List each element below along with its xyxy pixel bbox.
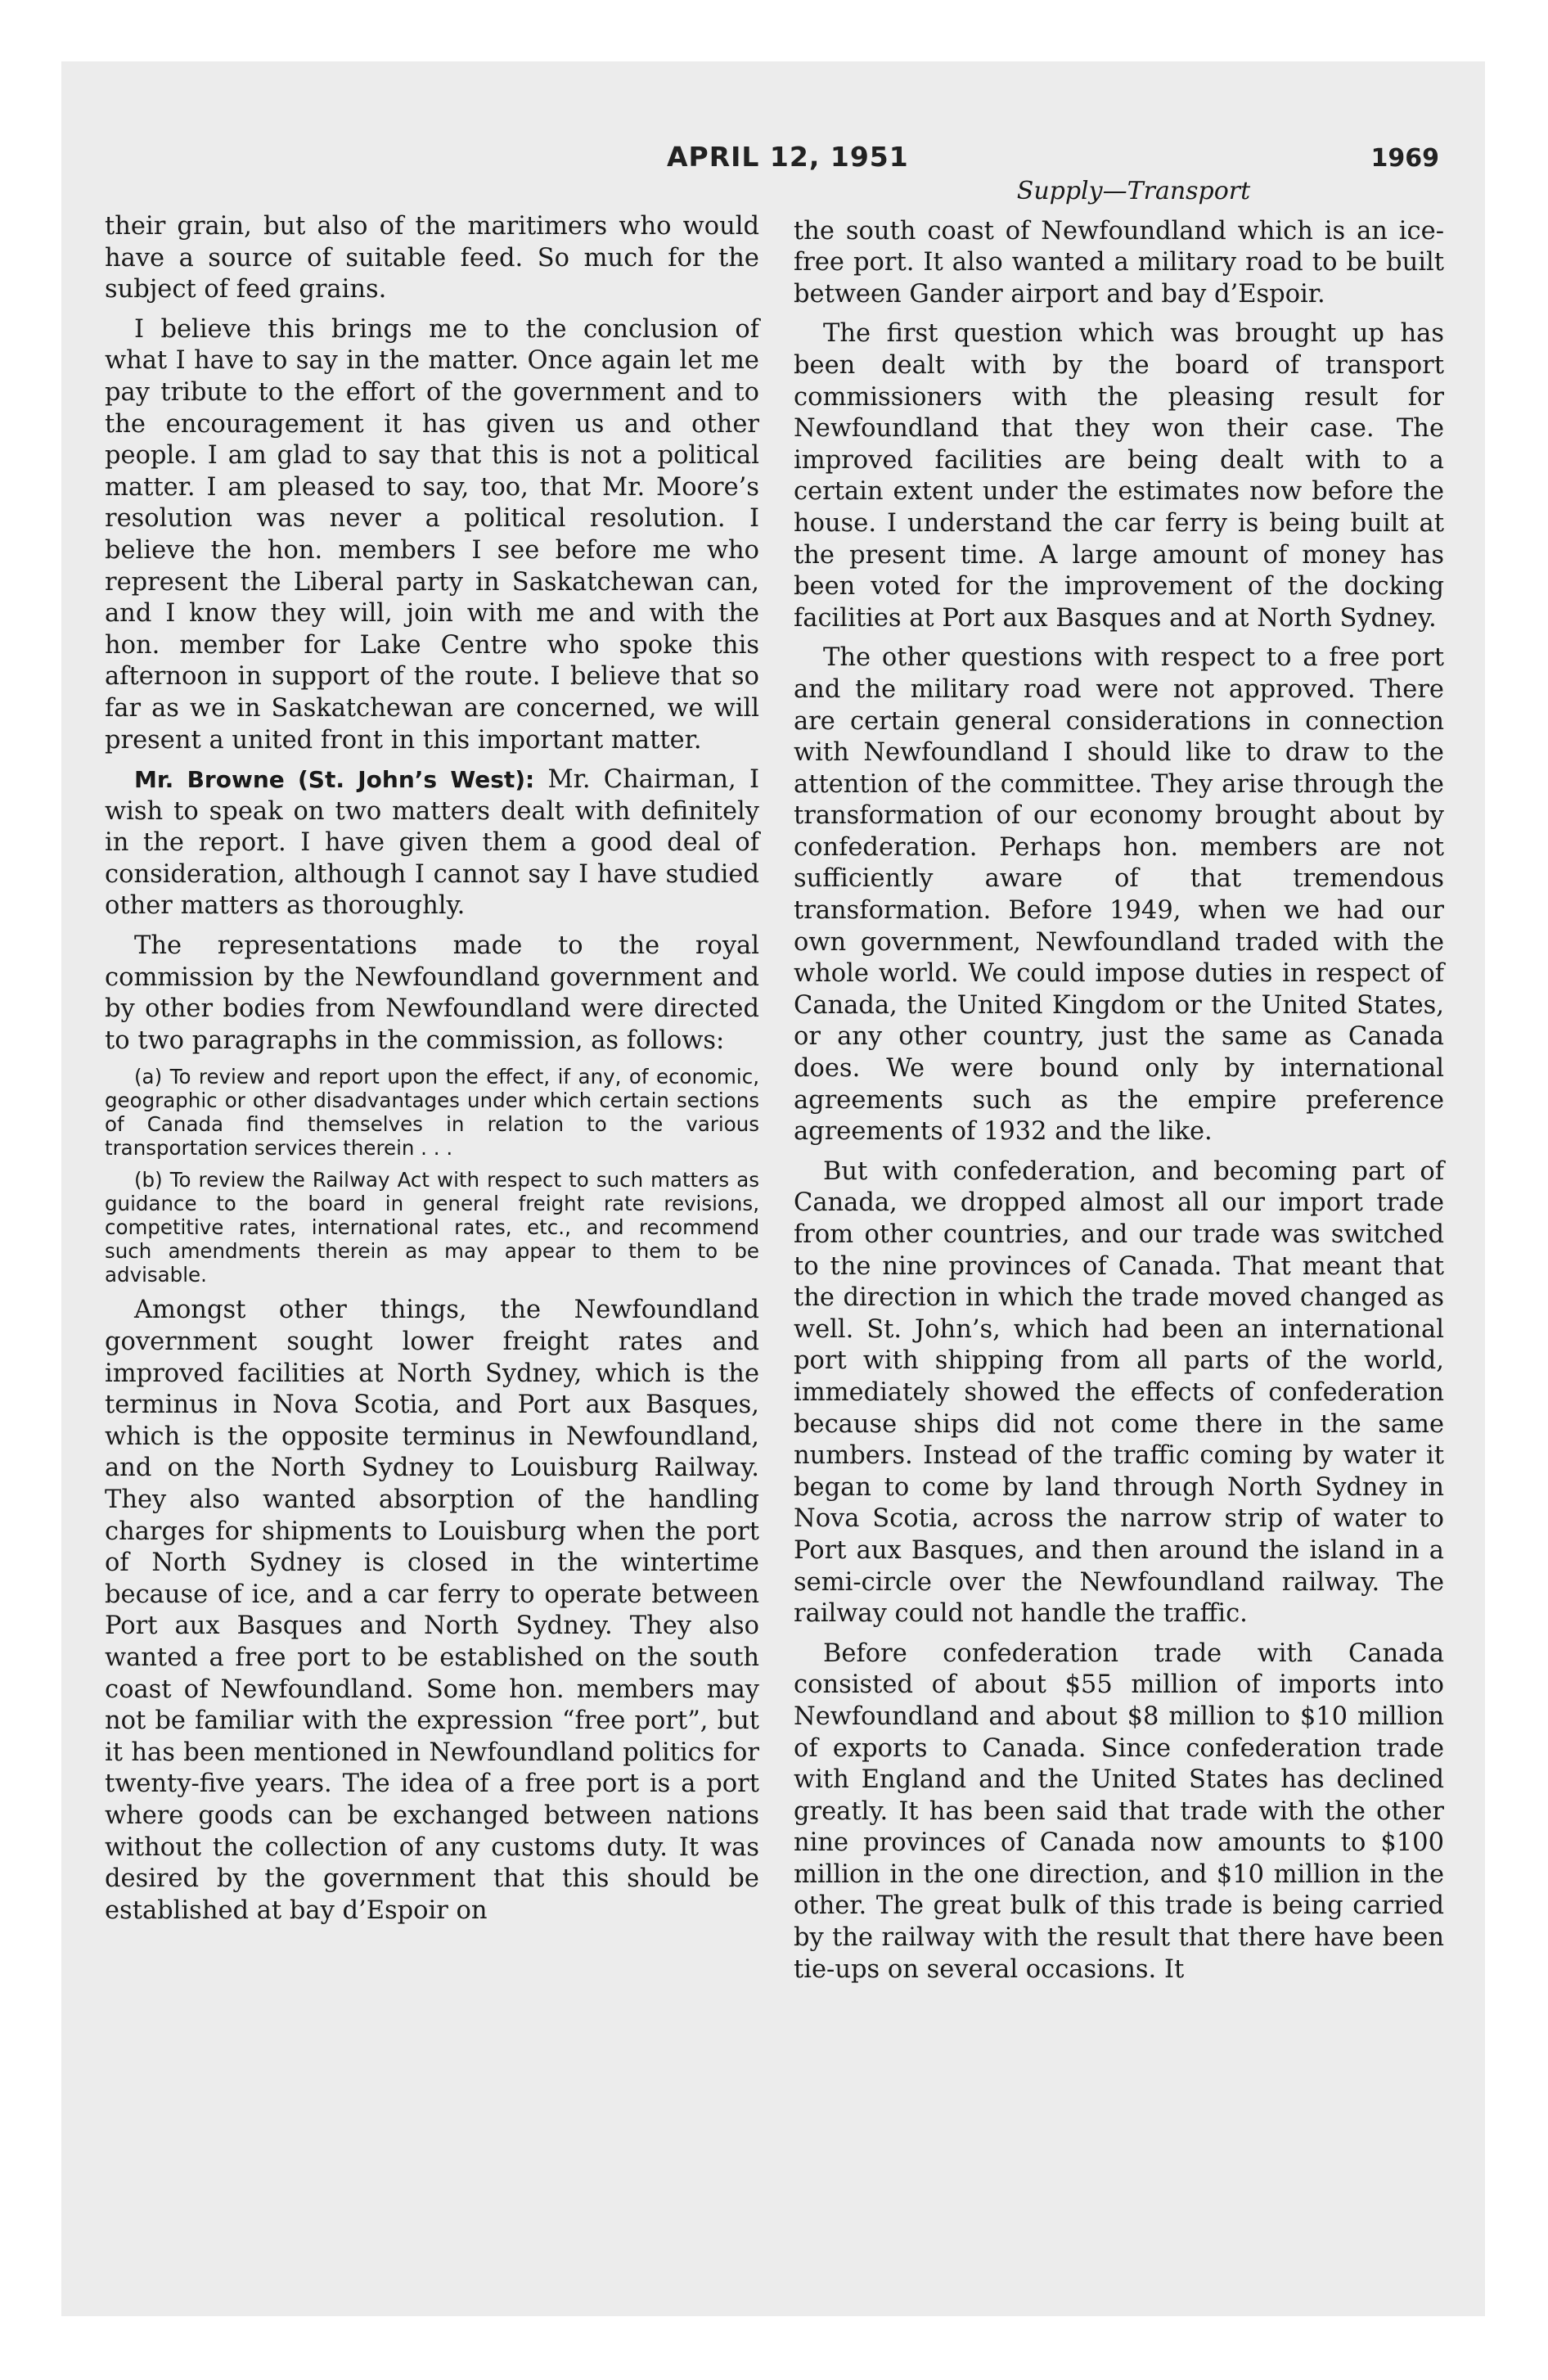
left-column (105, 211, 759, 1935)
quoted-clause-a: (a) To review and report upon the effect, if any, of economic, geographic or other disadvantages under which certain sections of Canada find themselves in relation to the various transportation services therein . . . (105, 1065, 759, 1161)
paragraph: Before confederation trade with Canada consisted of about $55 million of imports into Newfoundland and about $8 million to $10 million of exports to Canada. Since confederation trade with England and the United States has declined greatly. It has been said that trade with the other nine provinces of Canada now amounts to $100 million in the one direction, and $10 million in the other. The great bulk of this trade is being carried by the railway with the result that there have been tie-ups on several occasions. It (794, 1639, 1444, 1984)
paragraph: their grain, but also of the maritimers who would have a source of suitable feed. So much for the subject of feed grains. (105, 212, 759, 304)
paragraph: The other questions with respect to a free port and the military road were not approved. There are certain general considerations in connection with Newfoundland I should like to draw to the attention of the committee. They arise through the transformation of our economy brought about by confederation. Perhaps hon. members are not sufficiently aware of that tremendous transformation. Before 1949, when we had our own government, Newfoundland traded with the whole world. We could impose duties in respect of Canada, the United Kingdom or the United States, or any other country, just the same as Canada does. We were bound only by international agreements such as the empire preference agreements of 1932 and the like. (794, 643, 1444, 1147)
speaker-paragraph (105, 764, 759, 922)
paragraph: I believe this brings me to the conclusion of what I have to say in the matter. Once again let me pay tribute to the effort of the government and to the encouragement it has given us and other people. I am glad to say that this is not a political matter. I am pleased to say, too, that Mr. Moore’s resolution was never a political resolution. I believe the hon. members I see before me who represent the Liberal party in Saskatchewan can, and I know they will, join with me and with the hon. member for Lake Centre who spoke this afternoon in support of the route. I believe that so far as we in Saskatchewan are concerned, we will present a united front in this important matter. (105, 314, 759, 755)
paragraph: The first question which was brought up has been dealt with by the board of transport commissioners with the pleasing result for Newfoundland that they won their case. The improved facilities are being dealt with to a certain extent under the estimates now before the house. I understand the car ferry is being built at the present time. A large amount of money has been voted for the improvement of the docking facilities at Port aux Basques and at North Sydney. (794, 319, 1444, 633)
running-head: Supply—Transport (1016, 177, 1251, 205)
paragraph: Amongst other things, the Newfoundland government sought lower freight rates and improved facilities at North Sydney, which is the terminus in Nova Scotia, and Port aux Basques, which is the opposite terminus in Newfoundland, and on the North Sydney to Louisburg Railway. They also wanted absorption of the handling charges for shipments to Louisburg when the port of North Sydney is closed in the wintertime because of ice, and a car ferry to operate between Port aux Basques and North Sydney. They also wanted a free port to be established on the south coast of Newfoundland. Some hon. members may not be familiar with the expression “free port”, but it has been mentioned in Newfoundland politics for twenty-five years. The idea of a free port is a port where goods can be exchanged between nations without the collection of any customs duty. It was desired by the government that this should be established at bay d’Espoir on (105, 1296, 759, 1925)
quoted-clause-b: (b) To review the Railway Act with respect to such matters as guidance to the board in general freight rate revisions, competitive rates, international rates, etc., and recommend such amendments therein as may appear to them to be advisable. (105, 1168, 759, 1287)
paragraph: The representations made to the royal commission by the Newfoundland government and by other bodies from Newfoundland were directed to two paragraphs in the commission, as follows: (105, 931, 759, 1055)
speaker-name: Mr. Browne (St. John’s West): (134, 766, 535, 794)
page-number: 1969 (1370, 144, 1439, 173)
paragraph: the south coast of Newfoundland which is an ice-free port. It also wanted a military road to be built between Gander airport and bay d’Espoir. (794, 216, 1444, 309)
speaker-text: Mr. Chairman, I wish to speak on two matters dealt with definitely in the report. I have given them a good deal of consideration, although I cannot say I have studied other matters as thoroughly. (105, 765, 759, 921)
header-date: APRIL 12, 1951 (667, 141, 909, 173)
right-column (794, 176, 1444, 1994)
paragraph: But with confederation, and becoming part of Canada, we dropped almost all our import trade from other countries, and our trade was switched to the nine provinces of Canada. That meant that the direction in which the trade moved changed as well. St. John’s, which had been an international port with shipping from all parts of the world, immediately showed the effects of confederation because ships did not come there in the same numbers. Instead of the traffic coming by water it began to come by land through North Sydney in Nova Scotia, across the narrow strip of water to Port aux Basques, and then around the island in a semi-circle over the Newfoundland railway. The railway could not handle the traffic. (794, 1156, 1444, 1629)
